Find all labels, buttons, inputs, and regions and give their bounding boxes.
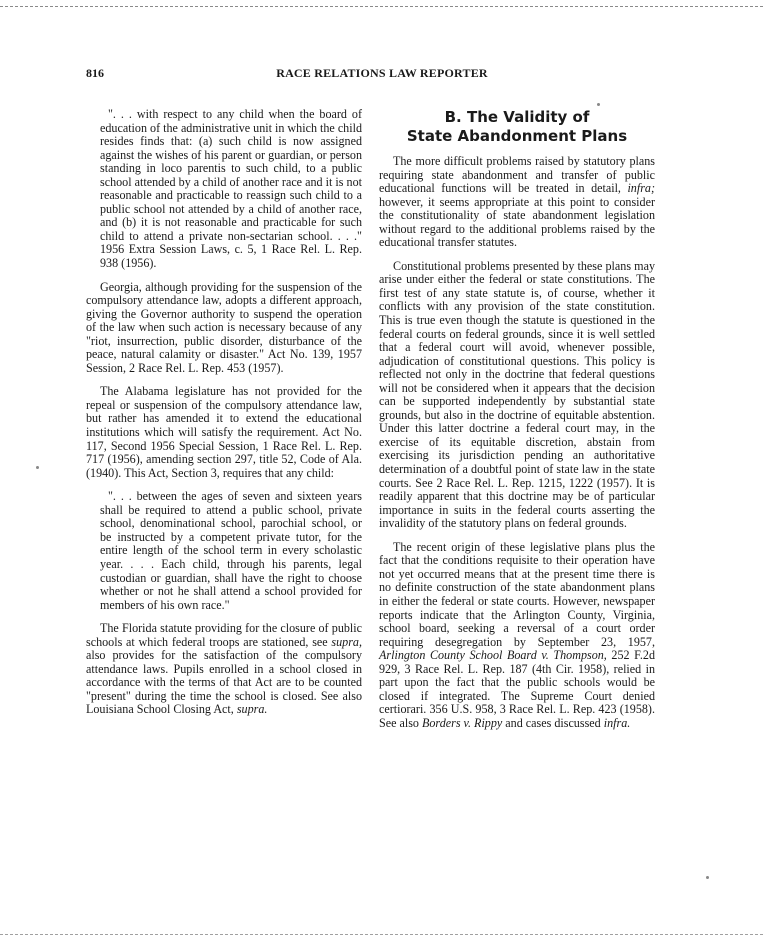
para3-text-1: The recent origin of these legislative plans plus the fact that the conditions requisite to their operation have not yet occurred means that at the present time there is no definite construction of the state abandonment plans in either the federal or state courts. However, newspaper reports indicate that the Arlington County, Virginia, school board, seeking a reversal of a court order requiring desegregation by September 23, 1957, bbox=[379, 539, 655, 649]
quote-alabama-act: ". . . between the ages of seven and sixteen years shall be required to attend a public school, private school, denominational school, parochial school, or be instructed by a competent private tutor, for the entire length of the school term in every scholastic year. . . . Each child, through his parents, legal custodian or guardian, shall have the right to choose whether or not he shall attend a school provided for members of his own race." bbox=[100, 489, 362, 612]
section-heading bbox=[379, 108, 655, 146]
florida-supra-1: supra, bbox=[331, 634, 362, 649]
para1-text-2: however, it seems appropriate at this point to consider the constitutionality of state abandonment legislation without regard to the additional problems raised by the educational transfer statutes. bbox=[379, 194, 655, 250]
running-head: RACE RELATIONS LAW REPORTER bbox=[276, 66, 488, 80]
florida-text-1: The Florida statute providing for the closure of public schools at which federal troops are stationed, see bbox=[86, 621, 362, 649]
left-column bbox=[86, 108, 362, 727]
para3-text-2: 252 F.2d 929, 3 Race Rel. L. Rep. 187 (4th Cir. 1958), relied in part upon the fact that the public schools would be closed if integrated. The Supreme Court denied certiorari. 356 U.S. 958, 3 Race Rel. L. Rep. 423 (1958). See also bbox=[379, 648, 656, 730]
paragraph-difficult-problems bbox=[379, 155, 655, 250]
top-page-edge bbox=[0, 6, 763, 7]
scan-speck bbox=[597, 103, 600, 106]
section-heading-line-2: State Abandonment Plans bbox=[406, 127, 628, 145]
para1-text-1: The more difficult problems raised by statutory plans requiring state abandonment and transfer of public educational functions will be treated in detail, bbox=[379, 154, 655, 196]
quote-north-carolina: ". . . with respect to any child when the board of education of the administrative unit in which the child resides finds that: (a) such child is now assigned against the wishes of his parent or guardian, or person standing in loco parentis to such child, to a public school attended by a child of another race and it is not reasonable and practicable to reassign such child to a public school not attended by a child of another race, and (b) it is not reasonable and practicable for such child to attend a private non-sectarian school. . . ." 1956 Extra Session Laws, c. 5, 1 Race Rel. L. Rep. 938 (1956). bbox=[100, 107, 362, 271]
florida-supra-2: supra. bbox=[236, 702, 268, 717]
case-arlington: Arlington County School Board v. Thompson, bbox=[379, 648, 607, 663]
case-borders: Borders v. Rippy bbox=[422, 715, 503, 730]
page-number: 816 bbox=[86, 66, 104, 80]
section-heading-line-1: B. The Validity of bbox=[444, 108, 590, 126]
paragraph-alabama: The Alabama legislature has not provided for the repeal or suspension of the compulsory attendance law, but rather has amended it to extend the educational institutions which will satisfy the requirement. Act No. 117, Second 1956 Special Session, 1 Race Rel. L. Rep. 717 (1956), amending section 297, title 52, Code of Ala. (1940). This Act, Section 3, requires that any child: bbox=[86, 384, 362, 480]
paragraph-florida bbox=[86, 622, 362, 717]
paragraph-georgia: Georgia, although providing for the suspension of the compulsory attendance law, adopts a different approach, giving the Governor authority to suspend the operation of the law when such action is necessary because of any "riot, insurrection, public disorder, disturbance of the peace, natural calamity or disaster." Act No. 139, 1957 Session, 2 Race Rel. L. Rep. 453 (1957). bbox=[86, 279, 362, 375]
bottom-page-edge bbox=[0, 934, 763, 935]
right-column bbox=[379, 108, 655, 740]
para1-infra: infra; bbox=[627, 181, 655, 196]
florida-text-2: also provides for the satisfaction of the compulsory attendance laws. Pupils enrolled in a school closed in accordance with the terms of that Act are to be counted "present" during the time the school is closed. See also Louisiana School Closing Act, bbox=[86, 648, 362, 717]
scan-speck bbox=[706, 876, 709, 879]
scan-speck bbox=[36, 466, 39, 469]
para3-infra: infra. bbox=[603, 715, 631, 730]
para3-text-3: and cases discussed bbox=[502, 715, 604, 730]
paragraph-recent-origin bbox=[379, 541, 655, 731]
paragraph-constitutional-problems: Constitutional problems presented by these plans may arise under either the federal or state constitutions. The first test of any state statute is, of course, whether it conflicts with any provision of the state constitution. This is true even though the statute is questioned in the federal courts on federal grounds, since it is well settled that a federal court will avoid, whenever possible, adjudication of constitutional questions. This policy is reflected not only in the doctrine that federal questions will not be considered when it appears that the decision can be supported independently by substantial state grounds, but also in the doctrine of equitable abstention. Under this latter doctrine a federal court may, in the exercise of its equitable discretion, abstain from exercising its jurisdiction pending an authoritative determination of a doubtful point of state law in the state courts. See 2 Race Rel. L. Rep. 1215, 1222 (1957). It is readily apparent that this doctrine may be of particular importance in suits in the federal courts asserting the invalidity of the statutory plans on federal grounds. bbox=[379, 258, 655, 531]
page-header bbox=[86, 66, 678, 84]
